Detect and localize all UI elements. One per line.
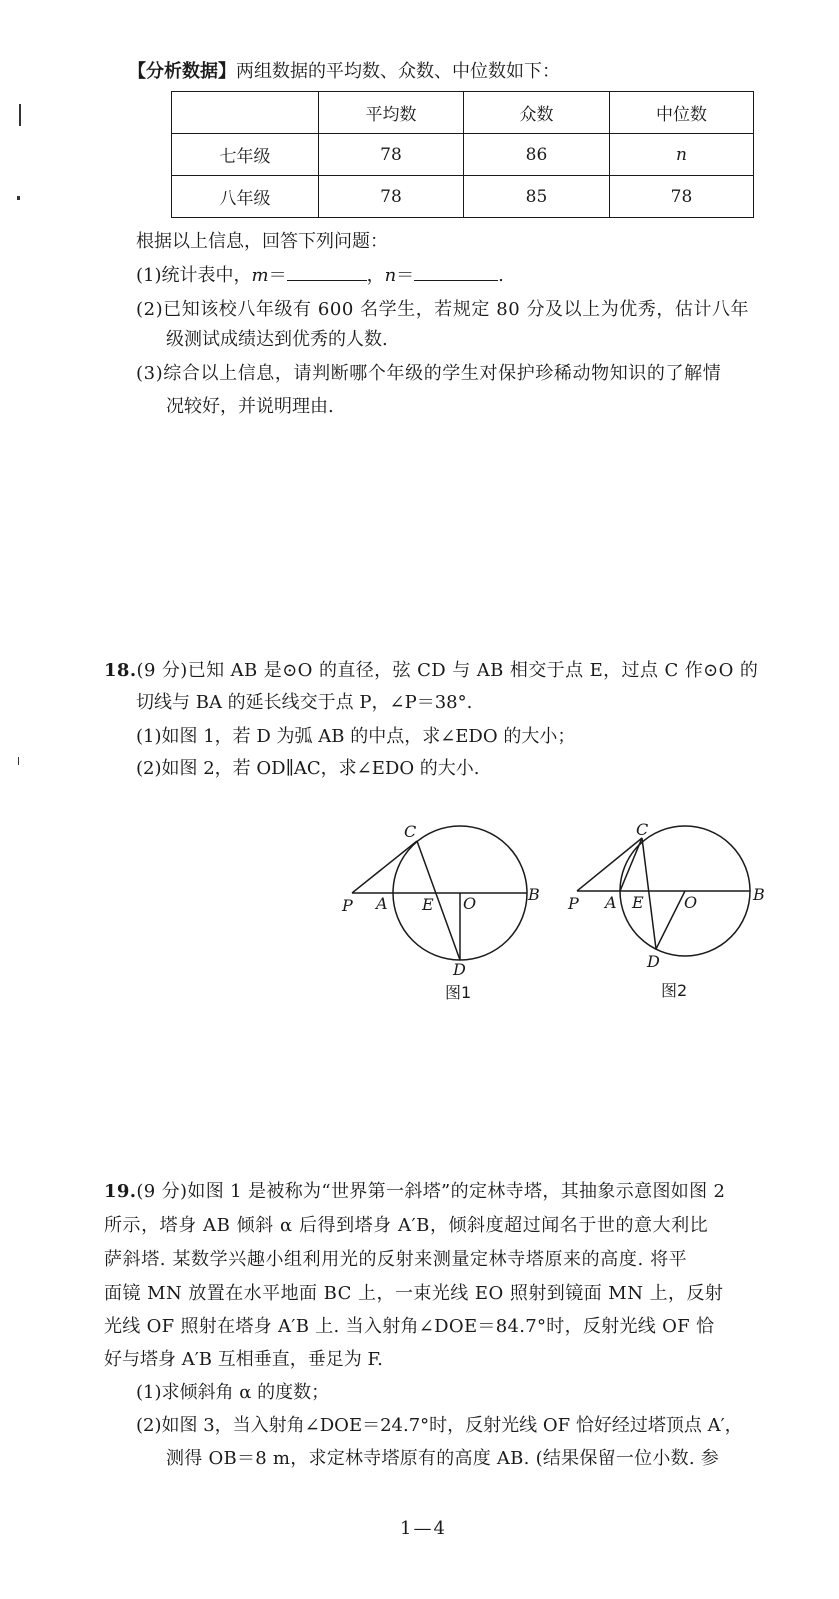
- label-e: E: [422, 895, 434, 914]
- q19-line3: 萨斜塔. 某数学兴趣小组利用光的反射来测量定林寺塔原来的高度. 将平: [104, 1249, 688, 1270]
- period: .: [498, 265, 504, 286]
- stats-table: [171, 91, 754, 218]
- scan-mark: [17, 196, 20, 200]
- table-row: [172, 134, 754, 176]
- q17-part3-line2: 况较好，并说明理由.: [166, 396, 334, 417]
- table-header-cell: [172, 92, 319, 134]
- q17-part2-line1: (2)已知该校八年级有 600 名学生，若规定 80 分及以上为优秀，估计八年: [136, 299, 750, 320]
- scan-mark: [18, 757, 19, 765]
- label-b: B: [753, 885, 765, 904]
- table-header-cell: 中位数: [610, 92, 754, 134]
- equals: ＝: [268, 265, 287, 286]
- table-row: [172, 176, 754, 218]
- table-cell: 86: [464, 134, 610, 176]
- label-a: A: [605, 893, 617, 912]
- figure-1: [330, 815, 560, 1010]
- question-number: 18.: [104, 660, 137, 681]
- equals: ＝: [396, 265, 415, 286]
- answer-blank-n[interactable]: [414, 264, 498, 281]
- table-header-cell: 众数: [464, 92, 610, 134]
- label-b: B: [528, 885, 540, 904]
- q19-line4: 面镜 MN 放置在水平地面 BC 上，一束光线 EO 照射到镜面 MN 上，反射: [104, 1283, 724, 1304]
- label-d: D: [647, 952, 660, 971]
- q19-line2: 所示，塔身 AB 倾斜 α 后得到塔身 A′B，倾斜度超过闻名于世的意大利比: [104, 1215, 709, 1236]
- analysis-intro-text: 两组数据的平均数、众数、中位数如下：: [236, 61, 560, 82]
- analysis-intro: [128, 60, 560, 84]
- tangent-pc: [577, 838, 642, 891]
- label-c: C: [636, 820, 649, 839]
- figure-caption: 图2: [661, 981, 688, 1000]
- label-a: A: [376, 894, 388, 913]
- radius-od: [656, 891, 685, 949]
- table-cell: 78: [319, 176, 464, 218]
- q18-part1: (1)如图 1，若 D 为弧 AB 的中点，求∠EDO 的大小；: [136, 726, 576, 747]
- table-cell: 七年级: [172, 134, 319, 176]
- label-o: O: [684, 893, 698, 912]
- q19-line1: [104, 1180, 725, 1204]
- label-c: C: [404, 822, 417, 841]
- label-e: E: [632, 893, 644, 912]
- chord-cd: [642, 838, 656, 949]
- tangent-pc: [352, 841, 417, 893]
- q18-line1-text: (9 分)已知 AB 是⊙O 的直径，弦 CD 与 AB 相交于点 E，过点 C 作⊙O 的: [136, 660, 759, 681]
- figure-caption: 图1: [445, 983, 472, 1002]
- separator: ，: [366, 265, 385, 286]
- table-cell: 八年级: [172, 176, 319, 218]
- q18-line2: 切线与 BA 的延长线交于点 P，∠P＝38°.: [136, 692, 473, 713]
- table-header-cell: 平均数: [319, 92, 464, 134]
- q19-part2-line1: (2)如图 3，当入射角∠DOE＝24.7°时，反射光线 OF 恰好经过塔顶点 A′，: [136, 1415, 743, 1436]
- var-m: m: [251, 265, 269, 286]
- label-p: P: [568, 894, 579, 913]
- q17-part1: [136, 264, 504, 288]
- q19-line5: 光线 OF 照射在塔身 A′B 上. 当入射角∠DOE＝84.7°时，反射光线 OF 恰: [104, 1316, 715, 1337]
- label-p: P: [342, 896, 353, 915]
- table-cell: 78: [319, 134, 464, 176]
- q17-intro: 根据以上信息，回答下列问题：: [136, 231, 388, 252]
- q19-line6: 好与塔身 A′B 互相垂直，垂足为 F.: [104, 1349, 383, 1370]
- label-o: O: [463, 894, 477, 913]
- question-number: 19.: [104, 1181, 137, 1202]
- q18-part2: (2)如图 2，若 OD∥AC，求∠EDO 的大小.: [136, 758, 480, 779]
- label-d: D: [453, 960, 466, 979]
- chord-ac: [620, 838, 642, 891]
- q17-part1-prefix: (1)统计表中，: [136, 265, 252, 286]
- q17-part2-line2: 级测试成绩达到优秀的人数.: [166, 329, 388, 350]
- answer-blank-m[interactable]: [287, 264, 367, 281]
- analysis-heading: 【分析数据】: [128, 61, 236, 82]
- q19-line1-text: (9 分)如图 1 是被称为“世界第一斜塔”的定林寺塔，其抽象示意图如图 2: [136, 1181, 726, 1202]
- var-n: n: [384, 265, 397, 286]
- q19-part1: (1)求倾斜角 α 的度数；: [136, 1382, 330, 1403]
- page-number: 1—4: [400, 1518, 447, 1539]
- q18-line1: [104, 659, 758, 683]
- q17-part3-line1: (3)综合以上信息，请判断哪个年级的学生对保护珍稀动物知识的了解情: [136, 363, 722, 384]
- table-cell: 78: [610, 176, 754, 218]
- table-header-row: [172, 92, 754, 134]
- table-cell: n: [610, 134, 754, 176]
- figure-2: [560, 815, 780, 1010]
- q19-part2-line2: 测得 OB＝8 m，求定林寺塔原有的高度 AB. (结果保留一位小数. 参: [166, 1448, 720, 1469]
- scan-mark: [19, 104, 21, 126]
- table-cell: 85: [464, 176, 610, 218]
